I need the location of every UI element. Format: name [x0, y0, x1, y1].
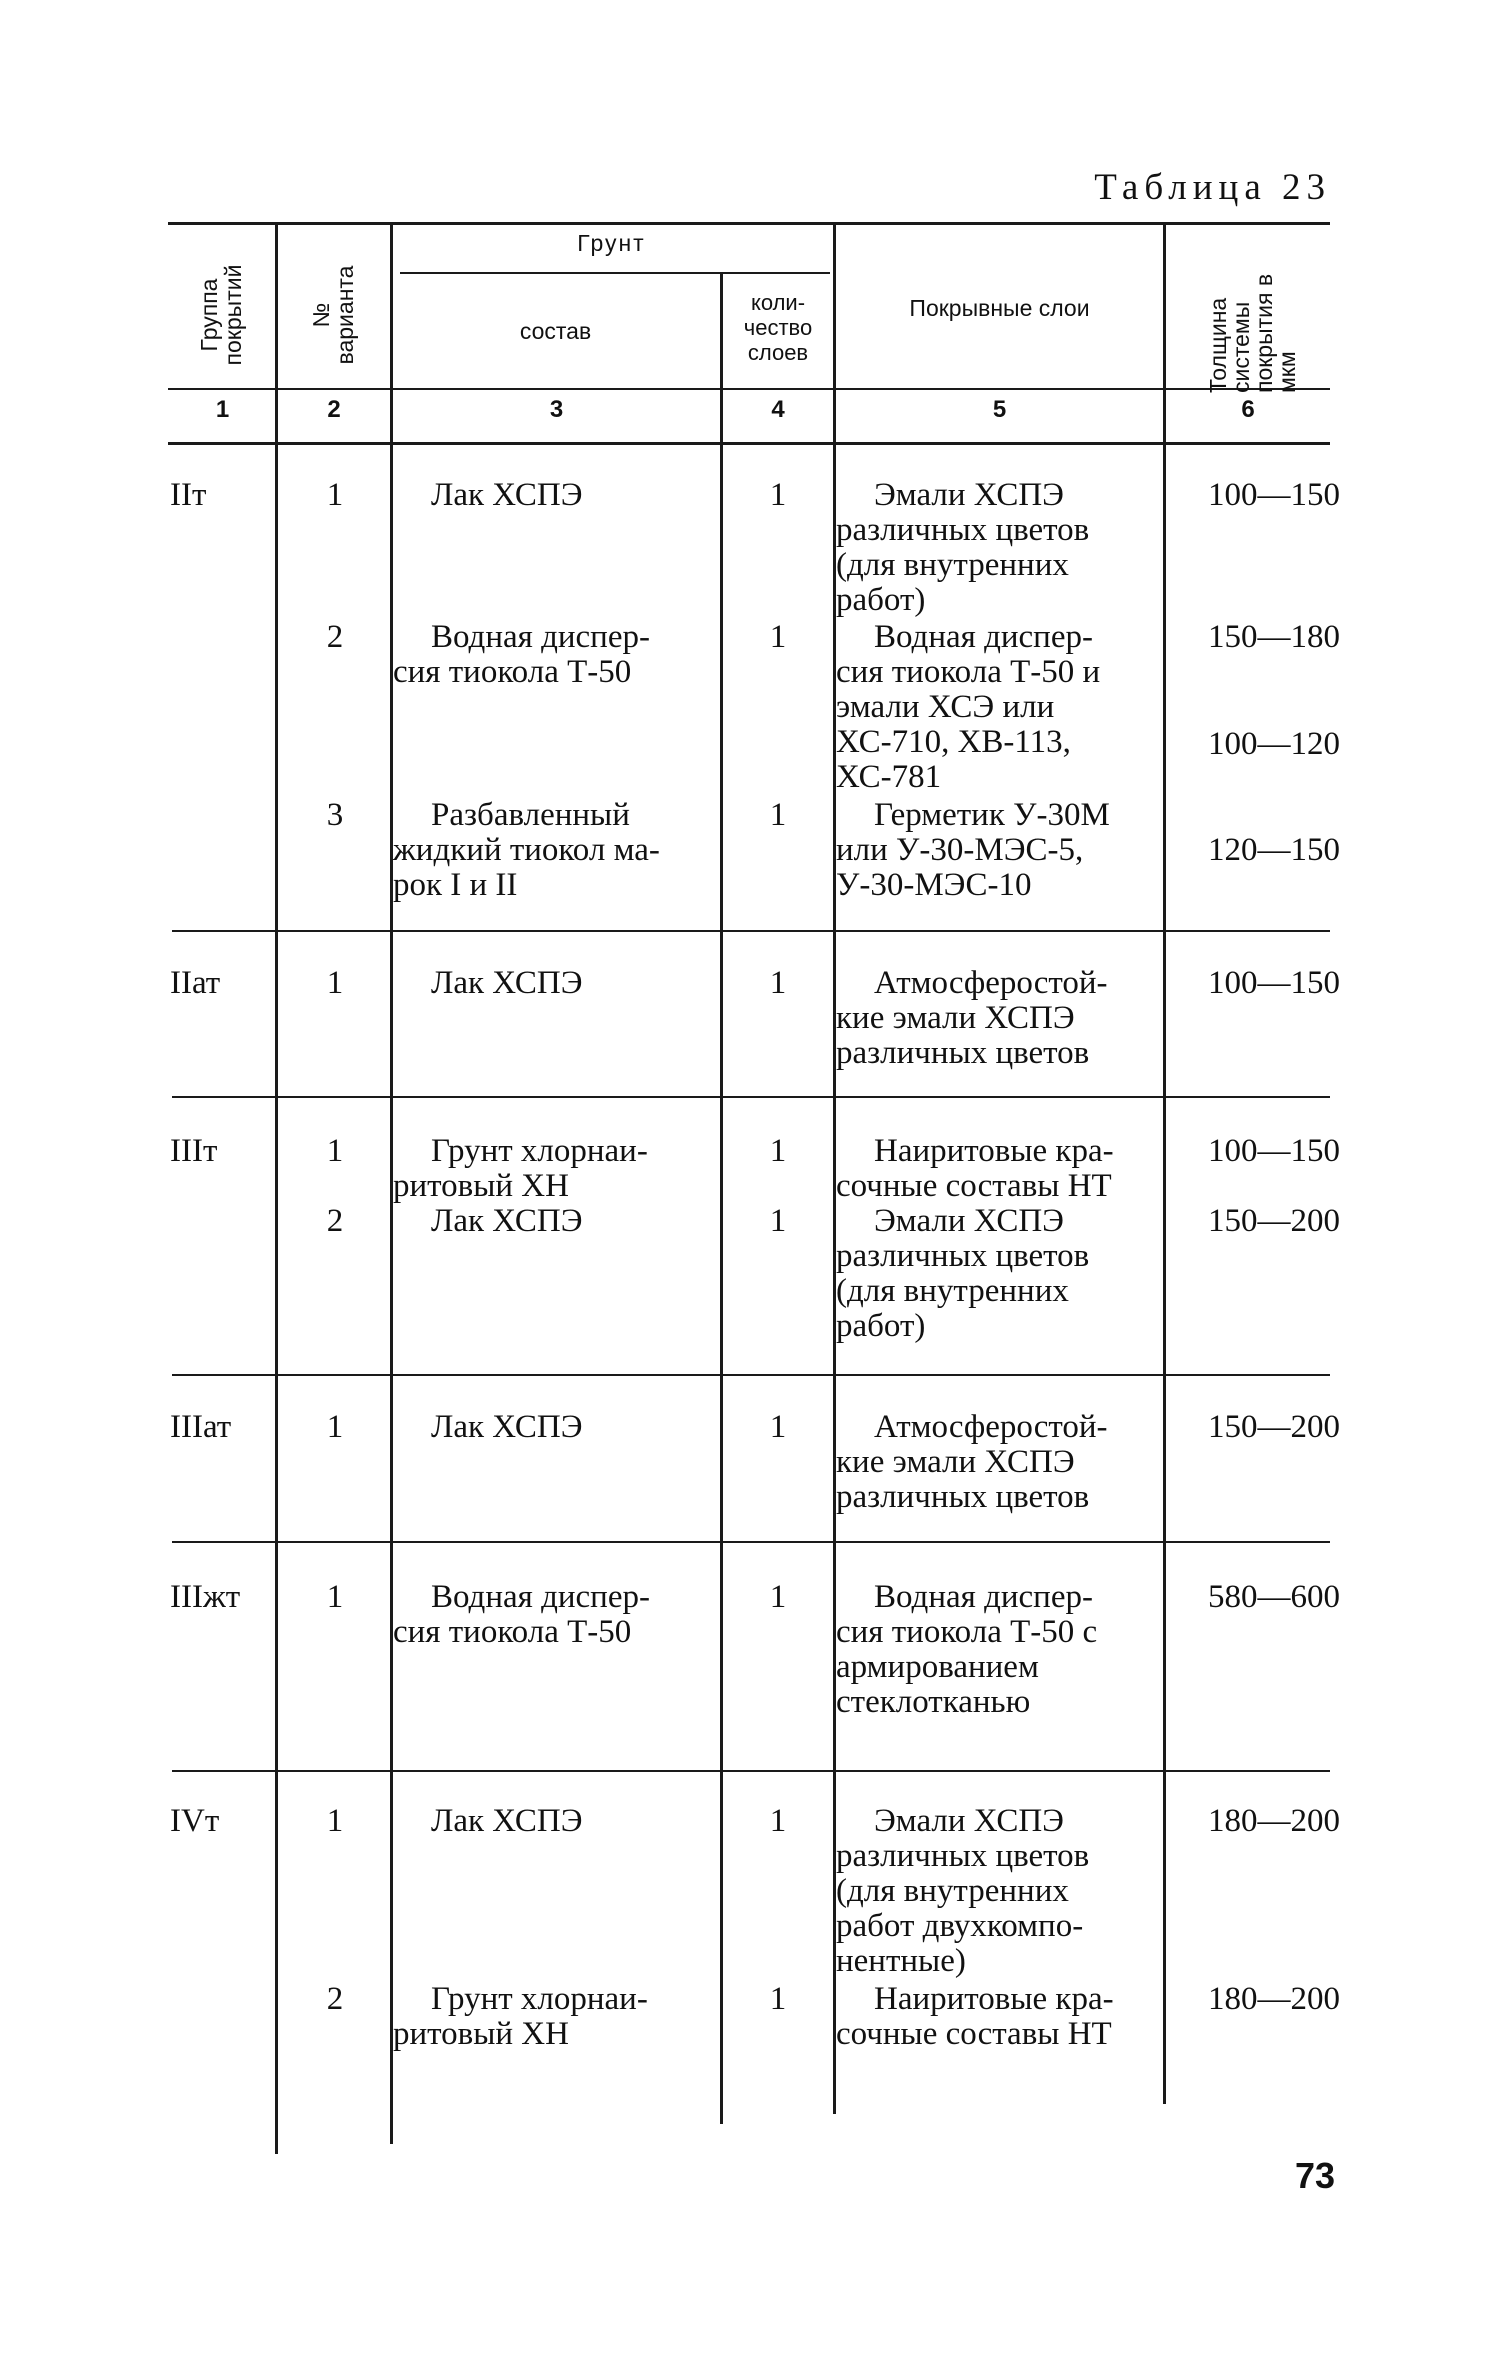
body-divider-5	[1163, 444, 1166, 2104]
composition-cell: Лак ХСПЭ	[431, 1803, 583, 1839]
layers-count-cell: 1	[769, 1409, 787, 1445]
layers-count-cell: 1	[769, 1133, 787, 1169]
composition-cell: Лак ХСПЭ	[431, 965, 583, 1001]
thickness-cell: 150—180	[1208, 619, 1340, 655]
layers-count-cell: 1	[769, 1803, 787, 1839]
thickness-cell: 100—120	[1208, 726, 1340, 762]
group-rule-4	[172, 1541, 1330, 1543]
variant-cell: 2	[326, 1981, 344, 2017]
colnum-6: 6	[1241, 396, 1255, 423]
variant-cell: 1	[326, 1133, 344, 1169]
variant-cell: 2	[326, 1203, 344, 1239]
composition-cell: Водная диспер- сия тиокола Т-50	[393, 619, 650, 690]
group-rule-1	[172, 930, 1330, 932]
page-number: 73	[1294, 2155, 1335, 2196]
variant-cell: 1	[326, 1409, 344, 1445]
header-composition: состав	[519, 318, 592, 344]
group-name: IIIат	[170, 1409, 232, 1445]
composition-cell: Лак ХСПЭ	[431, 1409, 583, 1445]
variant-cell: 3	[326, 797, 344, 833]
colnum-bottom-rule	[168, 442, 1330, 445]
layers-count-cell: 1	[769, 1981, 787, 2017]
colnum-3: 3	[549, 396, 564, 423]
header-primer: Грунт	[577, 230, 646, 256]
variant-cell: 1	[326, 1803, 344, 1839]
composition-cell: Грунт хлорнаи- ритовый ХН	[393, 1981, 648, 2052]
coat-cell: Водная диспер- сия тиокола Т-50 с армированием стеклотканью	[836, 1579, 1098, 1720]
composition-cell: Лак ХСПЭ	[431, 477, 583, 513]
header-coat-layers: Покрывные слои	[909, 295, 1090, 321]
body-divider-2	[390, 444, 393, 2144]
colnum-5: 5	[992, 396, 1007, 423]
variant-cell: 1	[326, 1579, 344, 1615]
thickness-cell: 180—200	[1208, 1981, 1340, 2017]
thickness-cell: 100—150	[1208, 965, 1340, 1001]
colnum-1: 1	[215, 396, 230, 423]
coat-cell: Эмали ХСПЭ различных цветов (для внутренних работ)	[836, 1203, 1090, 1344]
group-name: IVт	[170, 1803, 220, 1839]
group-rule-3	[172, 1374, 1330, 1376]
variant-cell: 1	[326, 477, 344, 513]
coat-cell: Атмосферостой- кие эмали ХСПЭ различных цветов	[836, 1409, 1108, 1515]
layers-count-cell: 1	[769, 965, 787, 1001]
composition-cell: Разбавленный жидкий тиокол ма- рок I и II	[393, 797, 660, 903]
layers-count-cell: 1	[769, 477, 787, 513]
thickness-cell: 120—150	[1208, 832, 1340, 868]
thickness-cell: 180—200	[1208, 1803, 1340, 1839]
colnum-2: 2	[327, 396, 341, 423]
colnum-4: 4	[771, 396, 785, 423]
coat-cell: Наиритовые кра- сочные составы НТ	[836, 1133, 1114, 1204]
coat-cell: Наиритовые кра- сочные составы НТ	[836, 1981, 1114, 2052]
thickness-cell: 150—200	[1208, 1409, 1340, 1445]
group-rule-2	[172, 1096, 1330, 1098]
group-name: IIIжт	[170, 1579, 241, 1615]
group-rule-5	[172, 1770, 1330, 1772]
table-top-rule	[168, 222, 1330, 225]
thickness-cell: 100—150	[1208, 1133, 1340, 1169]
header-layers-count: коли-чество слоев	[743, 290, 813, 365]
composition-cell: Лак ХСПЭ	[431, 1203, 583, 1239]
layers-count-cell: 1	[769, 797, 787, 833]
group-name: IIIт	[170, 1133, 218, 1169]
primer-header-rule	[400, 272, 830, 274]
body-divider-3	[720, 444, 723, 2124]
group-name: IIт	[170, 477, 207, 513]
layers-count-cell: 1	[769, 1579, 787, 1615]
thickness-cell: 150—200	[1208, 1203, 1340, 1239]
layers-count-cell: 1	[769, 1203, 787, 1239]
coat-cell: Атмосферостой- кие эмали ХСПЭ различных цветов	[836, 965, 1108, 1071]
coat-cell: Герметик У-30М или У-30-МЭС-5, У-30-МЭС-10	[836, 797, 1110, 903]
coat-cell: Водная диспер- сия тиокола Т-50 и эмали ХСЭ или ХС-710, ХВ-113, ХС-781	[836, 619, 1101, 795]
coat-cell: Эмали ХСПЭ различных цветов (для внутренних работ)	[836, 477, 1090, 618]
layers-count-cell: 1	[769, 619, 787, 655]
coat-cell: Эмали ХСПЭ различных цветов (для внутренних работ двухкомпо- нентные)	[836, 1803, 1090, 1979]
group-name: IIат	[170, 965, 221, 1001]
thickness-cell: 580—600	[1208, 1579, 1340, 1615]
variant-cell: 2	[326, 619, 344, 655]
header-variant: № варианта	[308, 265, 358, 365]
table-title: Таблица 23	[1094, 167, 1331, 208]
header-group: Группа покрытий	[196, 264, 246, 366]
composition-cell: Грунт хлорнаи- ритовый ХН	[393, 1133, 648, 1204]
composition-cell: Водная диспер- сия тиокола Т-50	[393, 1579, 650, 1650]
body-divider-1	[275, 444, 278, 2154]
thickness-cell: 100—150	[1208, 477, 1340, 513]
variant-cell: 1	[326, 965, 344, 1001]
header-thickness: Толщина системы покрытия в мкм	[1205, 273, 1300, 393]
